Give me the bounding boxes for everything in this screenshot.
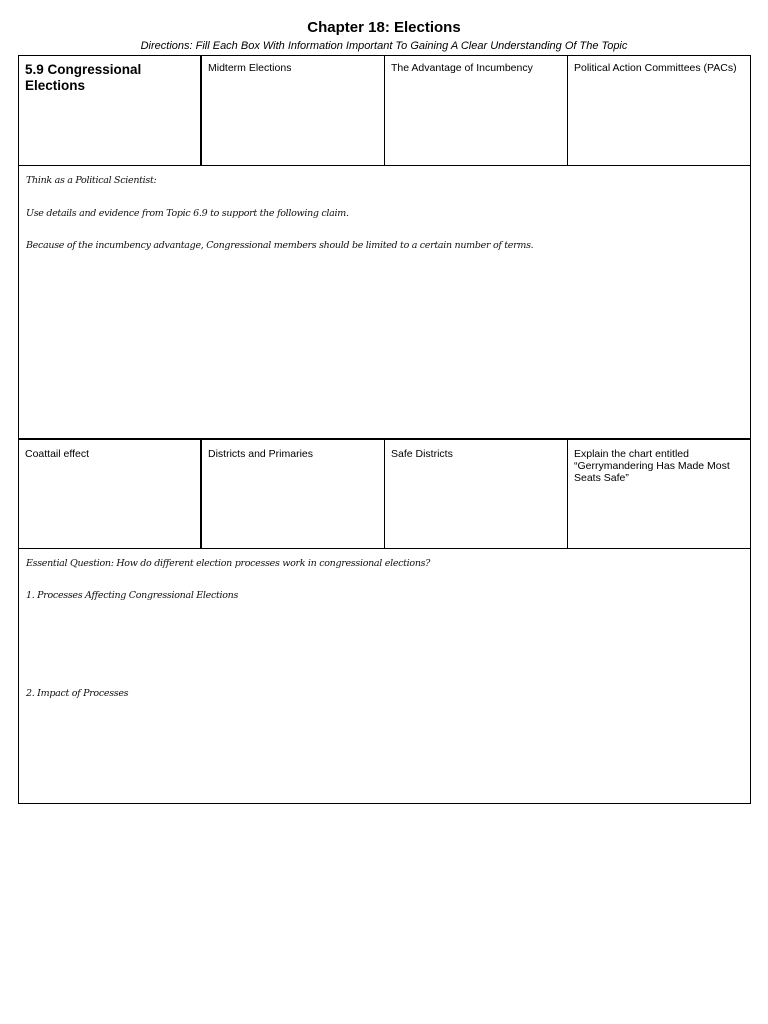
safe-districts-box[interactable]: Safe Districts <box>385 440 568 548</box>
incumbency-advantage-box[interactable]: The Advantage of Incumbency <box>385 56 568 165</box>
processes-item: 1. Processes Affecting Congressional Elections <box>26 590 239 601</box>
midterm-elections-box[interactable]: Midterm Elections <box>202 56 385 165</box>
think-claim: Because of the incumbency advantage, Congressional members should be limited to a certain number of terms. <box>26 240 534 251</box>
gerrymandering-chart-box[interactable]: Explain the chart entitled “Gerrymandering Has Made Most Seats Safe” <box>574 448 730 484</box>
think-heading: Think as a Political Scientist: <box>26 175 157 186</box>
top-row <box>19 56 750 166</box>
think-instruction: Use details and evidence from Topic 6.9 to support the following claim. <box>26 208 349 219</box>
page-title: Chapter 18: Elections <box>307 19 461 36</box>
political-scientist-box[interactable] <box>19 166 750 440</box>
topic-heading-cell[interactable]: 5.9 Congressional Elections <box>19 56 202 165</box>
directions-text: Directions: Fill Each Box With Information Important To Gaining A Clear Understanding Of The Topic <box>140 40 628 52</box>
essential-question-box[interactable] <box>19 549 750 803</box>
coattail-effect-box[interactable]: Coattail effect <box>19 440 202 548</box>
pacs-box[interactable]: Political Action Committees (PACs) <box>574 62 737 74</box>
impact-item: 2. Impact of Processes <box>26 688 129 699</box>
essential-question: Essential Question: How do different election processes work in congressional elections? <box>26 558 431 569</box>
middle-row <box>19 440 750 549</box>
districts-primaries-box[interactable]: Districts and Primaries <box>202 440 385 548</box>
worksheet-table <box>18 55 751 804</box>
